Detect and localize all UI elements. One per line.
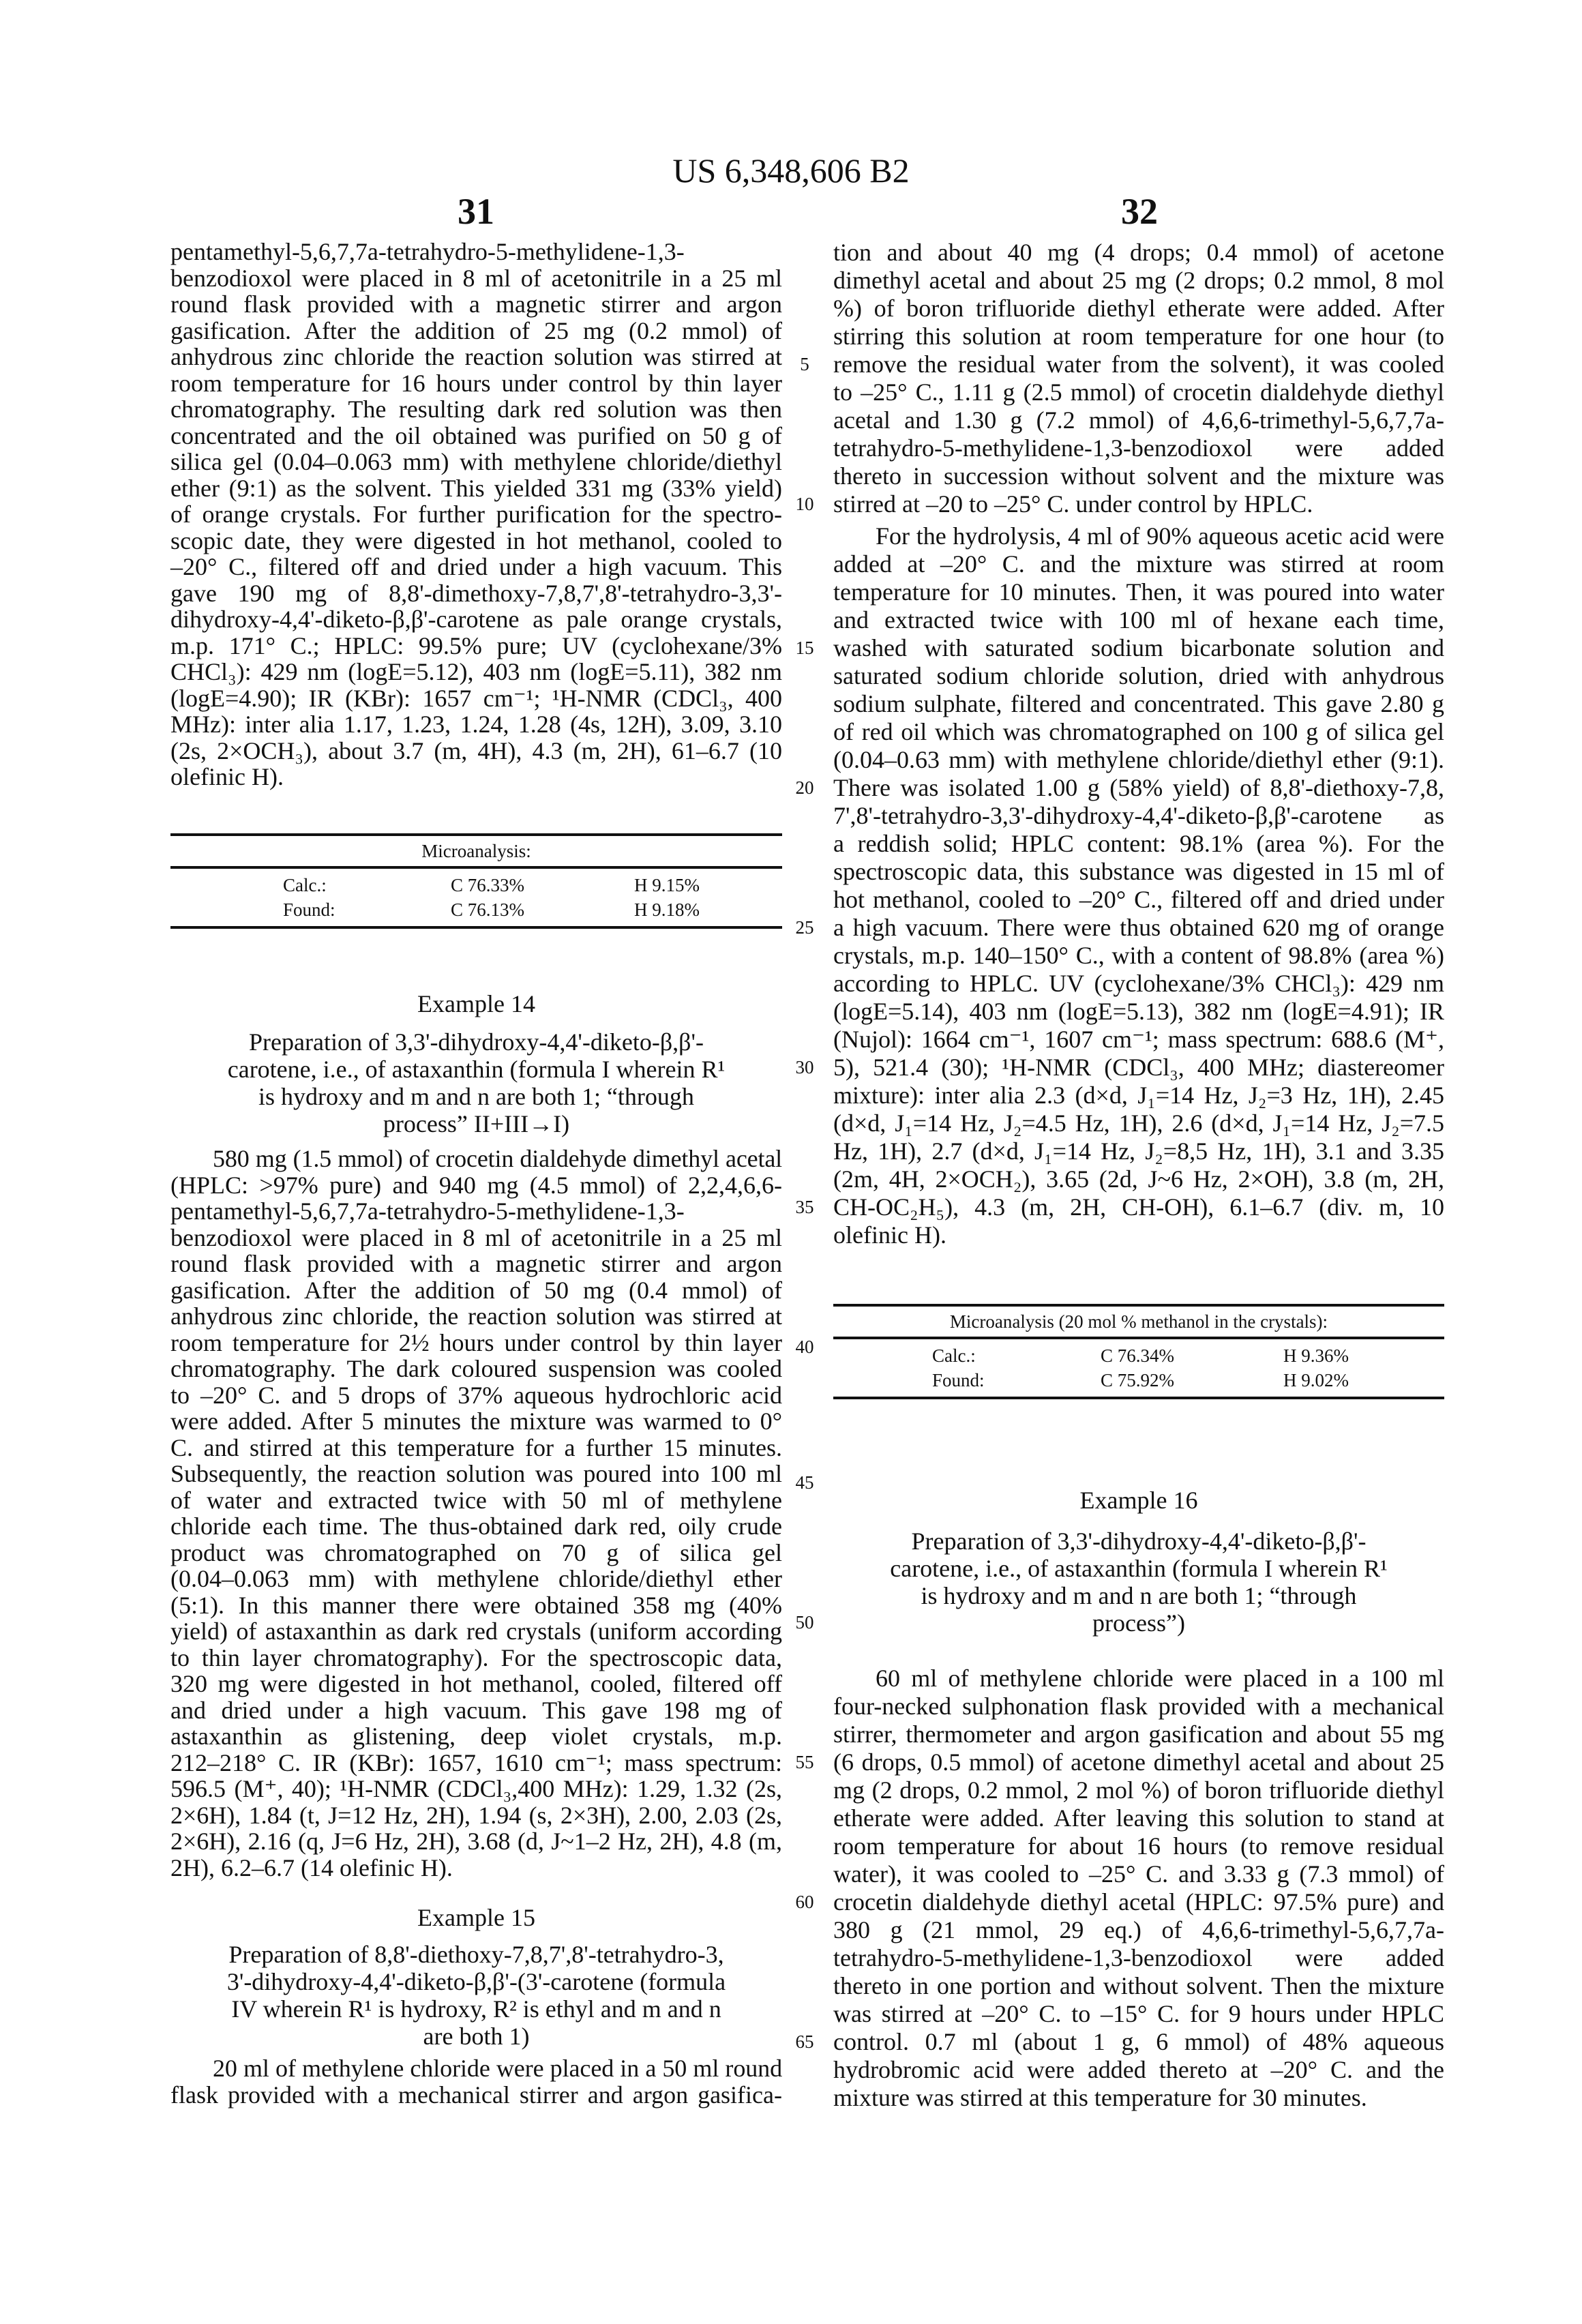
text-line: yield) of astaxanthin as dark red crystals (uniform according [170, 1618, 782, 1645]
text-line: (logE=5.14), 403 nm (logE=5.13), 382 nm (logE=4.91); IR [833, 998, 1444, 1026]
heading-line: is hydroxy and m and n are both 1; “through [833, 1582, 1444, 1609]
text-line: hydrobromic acid were added thereto at –20° C. and the [833, 2056, 1444, 2084]
heading-line: carotene, i.e., of astaxanthin (formula I wherein R¹ [170, 1056, 782, 1083]
text-line: gasification. After the addition of 50 mg (0.4 mmol) of [170, 1277, 782, 1304]
table-cell: H 9.36% [1283, 1343, 1349, 1368]
text-line: of water and extracted twice with 50 ml of methylene [170, 1487, 782, 1514]
table-cell: H 9.15% [634, 873, 700, 897]
paragraph [833, 239, 1444, 518]
heading-line: process” II+III→I) [170, 1110, 782, 1137]
paragraph [170, 1146, 782, 1881]
text-line: 380 g (21 mmol, 29 eq.) of 4,6,6-trimethyl-5,6,7,7a- [833, 1916, 1444, 1944]
text-line: olefinic H). [833, 1221, 1444, 1249]
text-line: concentrated and the oil obtained was purified on 50 g of [170, 423, 782, 449]
example-16-title: Example 16 [833, 1487, 1444, 1514]
text-line: MHz): inter alia 1.17, 1.23, 1.24, 1.28 (4s, 12H), 3.09, 3.10 [170, 711, 782, 738]
example-15-title: Example 15 [170, 1904, 782, 1931]
text-line: mixture): inter alia 2.3 (d×d, J₁=14 Hz, J₂=3 Hz, 1H), 2.45 [833, 1082, 1444, 1109]
microanalysis-table [833, 1304, 1444, 1399]
line-number: 35 [784, 1193, 825, 1221]
text-line: stirrer, thermometer and argon gasification and about 55 mg [833, 1720, 1444, 1748]
table-cell: H 9.18% [634, 897, 700, 922]
text-line: gasification. After the addition of 25 mg (0.2 mmol) of [170, 318, 782, 344]
text-line: crocetin dialdehyde diethyl acetal (HPLC: 97.5% pure) and [833, 1888, 1444, 1916]
text-line: of orange crystals. For further purification for the spectro- [170, 501, 782, 528]
text-line: crystals, m.p. 140–150° C., with a content of 98.8% (area %) [833, 942, 1444, 970]
heading-line: Preparation of 3,3'-dihydroxy-4,4'-diketo-β,β'- [833, 1528, 1444, 1555]
page-number-right: 32 [1071, 191, 1208, 232]
table-cell: Calc.: [283, 873, 327, 897]
text-line: Subsequently, the reaction solution was poured into 100 ml [170, 1461, 782, 1487]
text-line: four-necked sulphonation flask provided with a mechanical [833, 1693, 1444, 1720]
line-number: 40 [784, 1333, 825, 1361]
table-title: Microanalysis (20 mol % methanol in the crystals): [833, 1307, 1444, 1337]
text-line: C. and stirred at this temperature for a further 15 minutes. [170, 1435, 782, 1461]
text-line: mixture was stirred at this temperature for 30 minutes. [833, 2084, 1444, 2112]
line-number: 20 [784, 774, 825, 802]
text-line: remove the residual water from the solvent), it was cooled [833, 351, 1444, 378]
text-line: hot methanol, cooled to –20° C., filtered off and dried under [833, 886, 1444, 914]
text-line: according to HPLC. UV (cyclohexane/3% CHCl₃): 429 nm [833, 970, 1444, 998]
table-row [170, 873, 782, 897]
paragraph [170, 2055, 782, 2108]
text-line: anhydrous zinc chloride the reaction solution was stirred at [170, 344, 782, 370]
text-line: 5), 521.4 (30); ¹H-NMR (CDCl₃, 400 MHz; diastereomer [833, 1054, 1444, 1082]
text-line: CH-OC₂H₅), 4.3 (m, 2H, CH-OH), 6.1–6.7 (div. m, 10 [833, 1193, 1444, 1221]
text-line: (Nujol): 1664 cm⁻¹, 1607 cm⁻¹; mass spectrum: 688.6 (M⁺, [833, 1026, 1444, 1054]
text-line: olefinic H). [170, 764, 782, 790]
table-cell: Found: [932, 1368, 985, 1392]
text-line: %) of boron trifluoride diethyl etherate were added. After [833, 295, 1444, 323]
text-line: For the hydrolysis, 4 ml of 90% aqueous acetic acid were [833, 522, 1444, 550]
text-line: (HPLC: >97% pure) and 940 mg (4.5 mmol) of 2,2,4,6,6- [170, 1172, 782, 1199]
example-14-title: Example 14 [170, 990, 782, 1017]
text-line: anhydrous zinc chloride, the reaction solution was stirred at [170, 1303, 782, 1330]
text-line: mg (2 drops, 0.2 mmol, 2 mol %) of boron trifluoride diethyl [833, 1776, 1444, 1804]
text-line: dimethyl acetal and about 25 mg (2 drops; 0.2 mmol, 8 mol [833, 267, 1444, 295]
text-line: water), it was cooled to –25° C. and 3.33 g (7.3 mmol) of [833, 1860, 1444, 1888]
text-line: 7',8'-tetrahydro-3,3'-dihydroxy-4,4'-diketo-β,β'-carotene as [833, 802, 1444, 830]
text-line: 2×6H), 2.16 (q, J=6 Hz, 2H), 3.68 (d, J~1–2 Hz, 2H), 4.8 (m, [170, 1828, 782, 1855]
heading-line: 3'-dihydroxy-4,4'-diketo-β,β'-(3'-carotene (formula [170, 1968, 782, 1995]
text-line: (0.04–0.063 mm) with methylene chloride/diethyl ether [170, 1566, 782, 1592]
text-line: a reddish solid; HPLC content: 98.1% (area %). For the [833, 830, 1444, 858]
line-number: 55 [784, 1748, 825, 1776]
line-number: 60 [784, 1888, 825, 1916]
text-line: was stirred at –20° C. to –15° C. for 9 hours under HPLC [833, 2000, 1444, 2028]
text-line: chromatography. The dark coloured suspension was cooled [170, 1356, 782, 1382]
heading-line: Preparation of 8,8'-diethoxy-7,8,7',8'-tetrahydro-3, [170, 1941, 782, 1968]
text-line: (0.04–0.63 mm) with methylene chloride/diethyl ether (9:1). [833, 746, 1444, 774]
patent-number: US 6,348,606 B2 [0, 151, 1582, 190]
text-line: (logE=4.90); IR (KBr): 1657 cm⁻¹; ¹H-NMR (CDCl₃, 400 [170, 685, 782, 712]
text-line: thereto in one portion and without solvent. Then the mixture [833, 1972, 1444, 2000]
table-cell: C 75.92% [1101, 1368, 1174, 1392]
text-line: and extracted twice with 100 ml of hexane each time, [833, 606, 1444, 634]
text-line: added at –20° C. and the mixture was stirred at room [833, 550, 1444, 578]
text-line: round flask provided with a magnetic stirrer and argon [170, 291, 782, 318]
text-line: 20 ml of methylene chloride were placed in a 50 ml round [170, 2055, 782, 2082]
line-number: 5 [784, 351, 825, 378]
text-line: of red oil which was chromatographed on 100 g of silica gel [833, 718, 1444, 746]
text-line: pentamethyl-5,6,7,7a-tetrahydro-5-methylidene-1,3- [170, 239, 782, 265]
paragraph [833, 1665, 1444, 2112]
text-line: scopic date, they were digested in hot methanol, cooled to [170, 528, 782, 554]
microanalysis-table [170, 833, 782, 929]
line-number: 65 [784, 2028, 825, 2056]
text-line: benzodioxol were placed in 8 ml of acetonitrile in a 25 ml [170, 265, 782, 292]
text-line: tetrahydro-5-methylidene-1,3-benzodioxol were added [833, 1944, 1444, 1972]
text-line: acetal and 1.30 g (7.2 mmol) of 4,6,6-trimethyl-5,6,7,7a- [833, 406, 1444, 434]
text-line: tetrahydro-5-methylidene-1,3-benzodioxol were added [833, 434, 1444, 462]
text-line: 2H), 6.2–6.7 (14 olefinic H). [170, 1855, 782, 1881]
line-number: 25 [784, 914, 825, 942]
line-number: 30 [784, 1054, 825, 1082]
text-line: control. 0.7 ml (about 1 g, 6 mmol) of 48% aqueous [833, 2028, 1444, 2056]
text-line: stirring this solution at room temperature for one hour (to [833, 323, 1444, 351]
text-line: silica gel (0.04–0.063 mm) with methylene chloride/diethyl [170, 449, 782, 475]
text-line: were added. After 5 minutes the mixture was warmed to 0° [170, 1408, 782, 1435]
example-14-heading [170, 1028, 782, 1137]
text-line: round flask provided with a magnetic stirrer and argon [170, 1251, 782, 1277]
text-line: –20° C., filtered off and dried under a high vacuum. This [170, 554, 782, 580]
table-row [170, 897, 782, 922]
text-line: to –25° C., 1.11 g (2.5 mmol) of crocetin dialdehyde diethyl [833, 378, 1444, 406]
table-rule [833, 1337, 1444, 1339]
table-rule [170, 866, 782, 869]
text-line: spectroscopic data, this substance was digested in 15 ml of [833, 858, 1444, 886]
page-number-left: 31 [408, 191, 544, 232]
text-line: to –20° C. and 5 drops of 37% aqueous hydrochloric acid [170, 1382, 782, 1409]
text-line: chromatography. The resulting dark red solution was then [170, 396, 782, 423]
text-line: and dried under a high vacuum. This gave 198 mg of [170, 1697, 782, 1724]
table-title: Microanalysis: [170, 836, 782, 866]
text-line: (6 drops, 0.5 mmol) of acetone dimethyl acetal and about 25 [833, 1748, 1444, 1776]
text-line: to thin layer chromatography). For the spectroscopic data, [170, 1645, 782, 1671]
table-cell: Found: [283, 897, 335, 922]
text-line: (5:1). In this manner there were obtained 358 mg (40% [170, 1592, 782, 1619]
text-line: room temperature for 2½ hours under control by thin layer [170, 1330, 782, 1356]
line-number: 10 [784, 490, 825, 518]
text-line: stirred at –20 to –25° C. under control by HPLC. [833, 490, 1444, 518]
text-line: product was chromatographed on 70 g of silica gel [170, 1540, 782, 1566]
heading-line: carotene, i.e., of astaxanthin (formula I wherein R¹ [833, 1555, 1444, 1582]
text-line: (2m, 4H, 2×OCH₂), 3.65 (2d, J~6 Hz, 2×OH), 3.8 (m, 2H, [833, 1165, 1444, 1193]
paragraph [170, 239, 782, 790]
text-line: 320 mg were digested in hot methanol, cooled, filtered off [170, 1671, 782, 1697]
text-line: etherate were added. After leaving this solution to stand at [833, 1804, 1444, 1832]
text-line: dihydroxy-4,4'-diketo-β,β'-carotene as pale orange crystals, [170, 606, 782, 633]
table-row [833, 1343, 1444, 1368]
text-line: benzodioxol were placed in 8 ml of acetonitrile in a 25 ml [170, 1225, 782, 1251]
line-number: 50 [784, 1609, 825, 1637]
text-line: temperature for 10 minutes. Then, it was poured into water [833, 578, 1444, 606]
table-row [833, 1368, 1444, 1392]
text-line: sodium sulphate, filtered and concentrated. This gave 2.80 g [833, 690, 1444, 718]
text-line: 60 ml of methylene chloride were placed in a 100 ml [833, 1665, 1444, 1693]
line-number: 45 [784, 1469, 825, 1497]
heading-line: Preparation of 3,3'-dihydroxy-4,4'-diketo-β,β'- [170, 1028, 782, 1056]
text-line: m.p. 171° C.; HPLC: 99.5% pure; UV (cyclohexane/3% [170, 633, 782, 659]
table-cell: C 76.13% [451, 897, 524, 922]
text-line: tion and about 40 mg (4 drops; 0.4 mmol) of acetone [833, 239, 1444, 267]
example-15-heading [170, 1941, 782, 2050]
text-line: gave 190 mg of 8,8'-dimethoxy-7,8,7',8'-tetrahydro-3,3'- [170, 580, 782, 607]
text-line: CHCl₃): 429 nm (logE=5.12), 403 nm (logE=5.11), 382 nm [170, 659, 782, 685]
text-line: saturated sodium chloride solution, dried with anhydrous [833, 662, 1444, 690]
text-line: (d×d, J₁=14 Hz, J₂=4.5 Hz, 1H), 2.6 (d×d, J₁=14 Hz, J₂=7.5 [833, 1109, 1444, 1137]
heading-line: are both 1) [170, 2023, 782, 2050]
table-rule [833, 1397, 1444, 1399]
table-cell: C 76.33% [451, 873, 524, 897]
text-line: astaxanthin as glistening, deep violet crystals, m.p. [170, 1723, 782, 1750]
text-line: pentamethyl-5,6,7,7a-tetrahydro-5-methylidene-1,3- [170, 1198, 782, 1225]
patent-page [0, 0, 1582, 2324]
text-line: room temperature for about 16 hours (to remove residual [833, 1832, 1444, 1860]
text-line: 580 mg (1.5 mmol) of crocetin dialdehyde dimethyl acetal [170, 1146, 782, 1172]
example-16-heading [833, 1528, 1444, 1637]
text-line: 212–218° C. IR (KBr): 1657, 1610 cm⁻¹; mass spectrum: [170, 1750, 782, 1776]
table-cell: H 9.02% [1283, 1368, 1349, 1392]
heading-line: IV wherein R¹ is hydroxy, R² is ethyl and m and n [170, 1995, 782, 2023]
text-line: 596.5 (M⁺, 40); ¹H-NMR (CDCl₃,400 MHz): 1.29, 1.32 (2s, [170, 1776, 782, 1802]
text-line: chloride each time. The thus-obtained dark red, oily crude [170, 1513, 782, 1540]
text-line: (2s, 2×OCH₃), about 3.7 (m, 4H), 4.3 (m, 2H), 61–6.7 (10 [170, 738, 782, 764]
table-cell: C 76.34% [1101, 1343, 1174, 1368]
text-line: flask provided with a mechanical stirrer and argon gasifica- [170, 2082, 782, 2109]
line-number: 15 [784, 634, 825, 662]
heading-line: process”) [833, 1609, 1444, 1637]
text-line: 2×6H), 1.84 (t, J=12 Hz, 2H), 1.94 (s, 2×3H), 2.00, 2.03 (2s, [170, 1802, 782, 1829]
paragraph [833, 522, 1444, 1249]
text-line: thereto in succession without solvent and the mixture was [833, 462, 1444, 490]
text-line: a high vacuum. There were thus obtained 620 mg of orange [833, 914, 1444, 942]
heading-line: is hydroxy and m and n are both 1; “through [170, 1083, 782, 1110]
table-rule [170, 926, 782, 929]
text-line: ether (9:1) as the solvent. This yielded 331 mg (33% yield) [170, 475, 782, 502]
table-cell: Calc.: [932, 1343, 976, 1368]
text-line: There was isolated 1.00 g (58% yield) of 8,8'-diethoxy-7,8, [833, 774, 1444, 802]
text-line: Hz, 1H), 2.7 (d×d, J₁=14 Hz, J₂=8,5 Hz, 1H), 3.1 and 3.35 [833, 1137, 1444, 1165]
text-line: washed with saturated sodium bicarbonate solution and [833, 634, 1444, 662]
text-line: room temperature for 16 hours under control by thin layer [170, 370, 782, 397]
